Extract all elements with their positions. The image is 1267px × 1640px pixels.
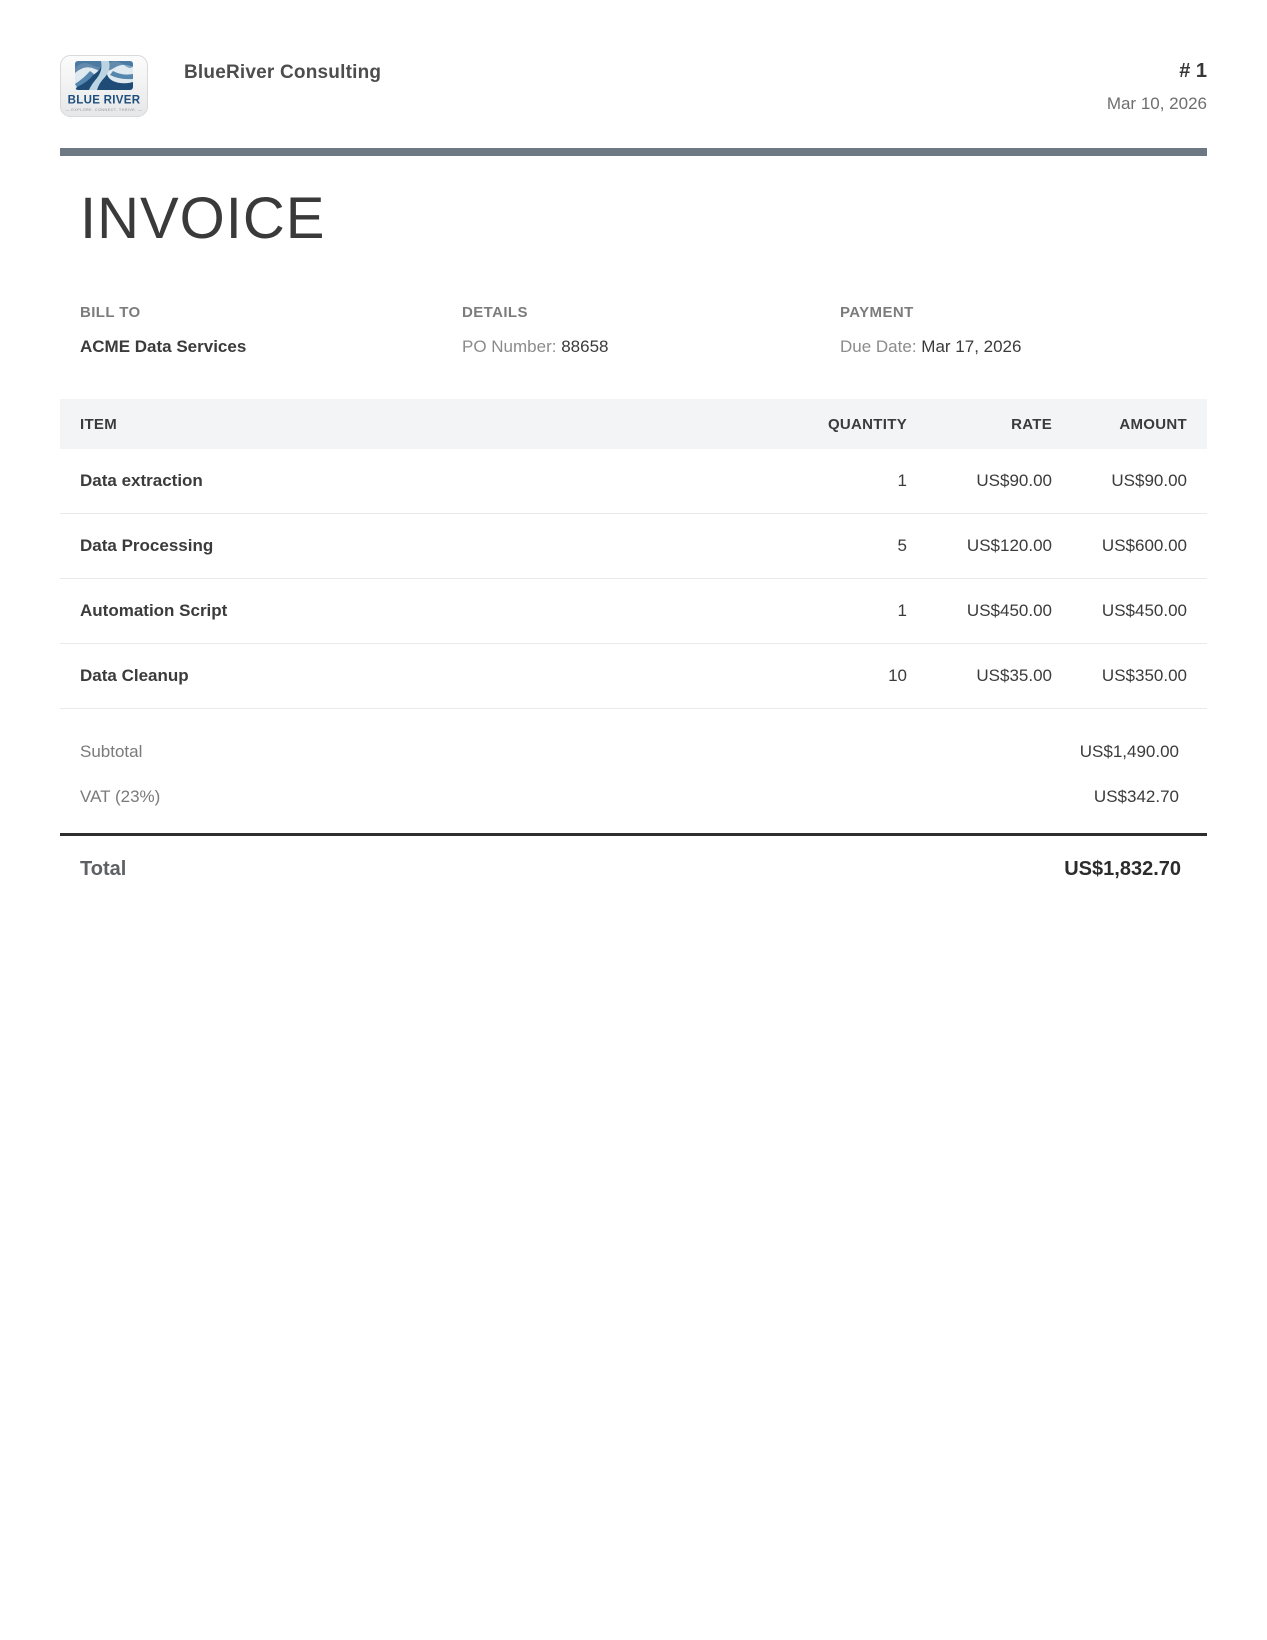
table-row xyxy=(60,579,1207,644)
header-divider-bar xyxy=(60,148,1207,156)
subtotal-value: US$1,490.00 xyxy=(1079,741,1179,761)
page-title: INVOICE xyxy=(80,186,326,251)
col-header-quantity: QUANTITY xyxy=(827,415,907,433)
line-items-table xyxy=(60,399,1207,709)
invoice-meta xyxy=(1107,55,1207,114)
subtotal-row xyxy=(60,729,1207,774)
item-quantity: 5 xyxy=(897,536,907,555)
item-name: Data Processing xyxy=(80,536,214,555)
subtotal-label: Subtotal xyxy=(80,741,143,761)
table-row xyxy=(60,644,1207,709)
vat-label: VAT (23%) xyxy=(80,786,161,806)
logo-name-text: BLUE RIVER xyxy=(67,94,141,107)
item-rate: US$35.00 xyxy=(976,666,1052,685)
company-name: BlueRiver Consulting xyxy=(184,62,382,83)
summary-section xyxy=(60,729,1207,819)
vat-row xyxy=(60,774,1207,819)
details-label: DETAILS xyxy=(462,304,528,321)
item-rate: US$450.00 xyxy=(966,601,1052,620)
item-rate: US$120.00 xyxy=(966,536,1052,555)
total-value: US$1,832.70 xyxy=(1064,858,1181,880)
payment-block xyxy=(840,304,1187,357)
po-number-label: PO Number: xyxy=(462,337,557,356)
item-name: Data Cleanup xyxy=(80,666,189,685)
invoice-number: # 1 xyxy=(1179,60,1207,82)
table-row xyxy=(60,514,1207,579)
po-number-row xyxy=(462,337,840,357)
blue-river-logo-icon xyxy=(60,55,148,117)
invoice-date: Mar 10, 2026 xyxy=(1106,94,1207,113)
details-block xyxy=(462,304,840,357)
item-amount: US$600.00 xyxy=(1101,536,1187,555)
col-header-amount: AMOUNT xyxy=(1119,415,1187,433)
po-number-value: 88658 xyxy=(561,337,609,356)
due-date-row xyxy=(840,337,1187,357)
total-row xyxy=(60,836,1207,881)
item-quantity: 10 xyxy=(888,666,907,685)
item-name: Automation Script xyxy=(80,601,228,620)
bill-to-value: ACME Data Services xyxy=(80,337,247,356)
item-amount: US$90.00 xyxy=(1111,471,1187,490)
logo-tagline-text: — EXPLORE. CONNECT. THRIVE. — xyxy=(65,108,143,112)
item-quantity: 1 xyxy=(897,601,907,620)
payment-label: PAYMENT xyxy=(840,304,914,321)
header xyxy=(60,0,1207,122)
due-date-value: Mar 17, 2026 xyxy=(921,337,1022,356)
col-header-item: ITEM xyxy=(80,415,118,433)
total-label: Total xyxy=(80,858,127,880)
col-header-rate: RATE xyxy=(1011,415,1052,433)
item-amount: US$450.00 xyxy=(1101,601,1187,620)
item-rate: US$90.00 xyxy=(976,471,1052,490)
item-quantity: 1 xyxy=(897,471,907,490)
vat-value: US$342.70 xyxy=(1093,786,1179,806)
bill-to-block xyxy=(80,304,462,357)
brand-block xyxy=(60,55,381,122)
table-row xyxy=(60,449,1207,514)
table-header-row xyxy=(60,399,1207,449)
invoice-info-section xyxy=(60,304,1207,357)
item-name: Data extraction xyxy=(80,471,203,490)
river-waves-art xyxy=(75,61,133,90)
due-date-label: Due Date: xyxy=(840,337,917,356)
company-logo xyxy=(60,55,148,122)
bill-to-label: BILL TO xyxy=(80,304,141,321)
item-amount: US$350.00 xyxy=(1101,666,1187,685)
